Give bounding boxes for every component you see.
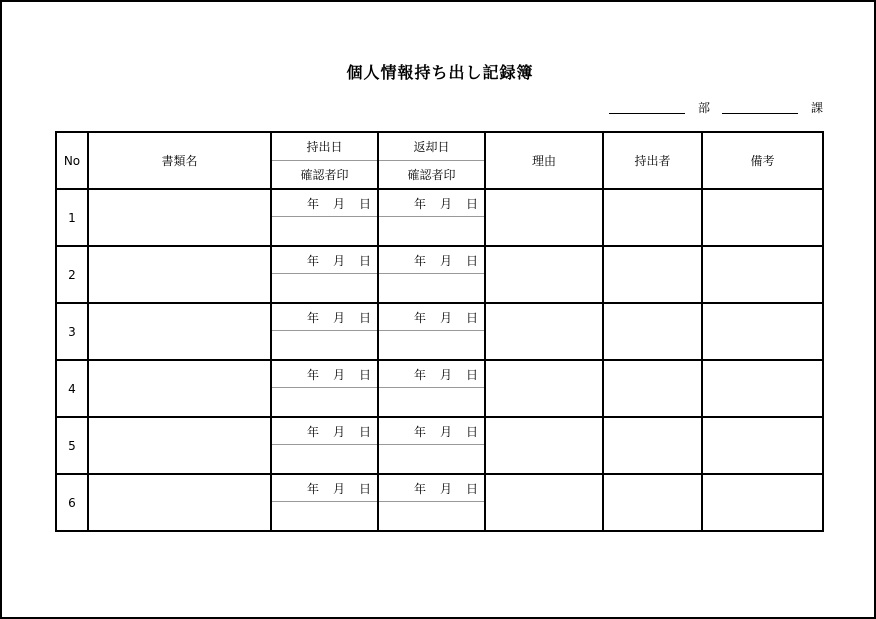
- remarks-cell[interactable]: [702, 360, 823, 417]
- day-label: 日: [465, 482, 478, 496]
- document-name-cell[interactable]: [88, 246, 271, 303]
- reason-cell[interactable]: [485, 360, 603, 417]
- document-name-cell[interactable]: [88, 417, 271, 474]
- taker-cell[interactable]: [603, 189, 702, 246]
- return-date-cell[interactable]: [378, 303, 485, 331]
- month-label: 月: [332, 425, 345, 439]
- section-label: 課: [811, 101, 824, 115]
- header-return-date: 返却日: [378, 132, 485, 161]
- record-rows: [56, 189, 823, 531]
- return-date-cell[interactable]: [378, 474, 485, 502]
- department-blank[interactable]: [609, 113, 685, 114]
- return-confirmer-seal-cell[interactable]: [378, 217, 485, 247]
- checkout-date-cell[interactable]: [271, 474, 378, 502]
- month-label: 月: [439, 425, 452, 439]
- remarks-cell[interactable]: [702, 246, 823, 303]
- day-label: 日: [358, 425, 371, 439]
- year-label: 年: [306, 311, 319, 325]
- reason-cell[interactable]: [485, 417, 603, 474]
- day-label: 日: [358, 368, 371, 382]
- document-name-cell[interactable]: [88, 360, 271, 417]
- year-label: 年: [413, 311, 426, 325]
- month-label: 月: [332, 482, 345, 496]
- year-label: 年: [306, 254, 319, 268]
- month-label: 月: [439, 254, 452, 268]
- month-label: 月: [439, 311, 452, 325]
- return-date-cell[interactable]: [378, 246, 485, 274]
- taker-cell[interactable]: [603, 417, 702, 474]
- header-remarks: 備考: [702, 132, 823, 189]
- section-blank[interactable]: [722, 113, 798, 114]
- checkout-confirmer-seal-cell[interactable]: [271, 274, 378, 304]
- year-label: 年: [306, 197, 319, 211]
- table-row: [56, 474, 823, 502]
- return-confirmer-seal-cell[interactable]: [378, 445, 485, 475]
- document-name-cell[interactable]: [88, 189, 271, 246]
- row-number: 2: [56, 246, 88, 303]
- table-row: [56, 189, 823, 217]
- year-label: 年: [413, 368, 426, 382]
- day-label: 日: [465, 368, 478, 382]
- month-label: 月: [332, 311, 345, 325]
- reason-cell[interactable]: [485, 474, 603, 531]
- table-row: [56, 246, 823, 274]
- return-confirmer-seal-cell[interactable]: [378, 388, 485, 418]
- year-label: 年: [306, 482, 319, 496]
- year-label: 年: [413, 482, 426, 496]
- header-checkout-confirmer-seal: 確認者印: [271, 161, 378, 190]
- return-confirmer-seal-cell[interactable]: [378, 331, 485, 361]
- taker-cell[interactable]: [603, 303, 702, 360]
- checkout-confirmer-seal-cell[interactable]: [271, 445, 378, 475]
- month-label: 月: [332, 368, 345, 382]
- row-number: 5: [56, 417, 88, 474]
- checkout-date-cell[interactable]: [271, 189, 378, 217]
- taker-cell[interactable]: [603, 474, 702, 531]
- header-reason: 理由: [485, 132, 603, 189]
- document-name-cell[interactable]: [88, 474, 271, 531]
- day-label: 日: [465, 311, 478, 325]
- header-document-name: 書類名: [88, 132, 271, 189]
- header-taker: 持出者: [603, 132, 702, 189]
- checkout-confirmer-seal-cell[interactable]: [271, 502, 378, 532]
- day-label: 日: [358, 254, 371, 268]
- taker-cell[interactable]: [603, 246, 702, 303]
- month-label: 月: [439, 197, 452, 211]
- reason-cell[interactable]: [485, 189, 603, 246]
- checkout-date-cell[interactable]: [271, 360, 378, 388]
- checkout-confirmer-seal-cell[interactable]: [271, 217, 378, 247]
- day-label: 日: [358, 197, 371, 211]
- year-label: 年: [306, 368, 319, 382]
- return-date-cell[interactable]: [378, 417, 485, 445]
- month-label: 月: [332, 254, 345, 268]
- day-label: 日: [358, 311, 371, 325]
- row-number: 4: [56, 360, 88, 417]
- day-label: 日: [465, 197, 478, 211]
- department-label: 部: [698, 101, 711, 115]
- checkout-date-cell[interactable]: [271, 246, 378, 274]
- year-label: 年: [413, 425, 426, 439]
- row-number: 1: [56, 189, 88, 246]
- remarks-cell[interactable]: [702, 303, 823, 360]
- return-date-cell[interactable]: [378, 360, 485, 388]
- month-label: 月: [439, 482, 452, 496]
- row-number: 3: [56, 303, 88, 360]
- header-checkout-date: 持出日: [271, 132, 378, 161]
- return-date-cell[interactable]: [378, 189, 485, 217]
- taker-cell[interactable]: [603, 360, 702, 417]
- table-row: [56, 360, 823, 388]
- reason-cell[interactable]: [485, 303, 603, 360]
- remarks-cell[interactable]: [702, 417, 823, 474]
- day-label: 日: [465, 425, 478, 439]
- day-label: 日: [465, 254, 478, 268]
- checkout-date-cell[interactable]: [271, 417, 378, 445]
- month-label: 月: [439, 368, 452, 382]
- reason-cell[interactable]: [485, 246, 603, 303]
- year-label: 年: [413, 254, 426, 268]
- year-label: 年: [413, 197, 426, 211]
- header-return-confirmer-seal: 確認者印: [378, 161, 485, 190]
- header-no: No: [56, 132, 88, 189]
- checkout-confirmer-seal-cell[interactable]: [271, 388, 378, 418]
- year-label: 年: [306, 425, 319, 439]
- document-name-cell[interactable]: [88, 303, 271, 360]
- remarks-cell[interactable]: [702, 189, 823, 246]
- record-table: [55, 131, 824, 532]
- table-row: [56, 417, 823, 445]
- form-title: 個人情報持ち出し記録簿: [346, 63, 534, 82]
- month-label: 月: [332, 197, 345, 211]
- return-confirmer-seal-cell[interactable]: [378, 502, 485, 532]
- row-number: 6: [56, 474, 88, 531]
- return-confirmer-seal-cell[interactable]: [378, 274, 485, 304]
- remarks-cell[interactable]: [702, 474, 823, 531]
- day-label: 日: [358, 482, 371, 496]
- table-row: [56, 303, 823, 331]
- checkout-date-cell[interactable]: [271, 303, 378, 331]
- checkout-confirmer-seal-cell[interactable]: [271, 331, 378, 361]
